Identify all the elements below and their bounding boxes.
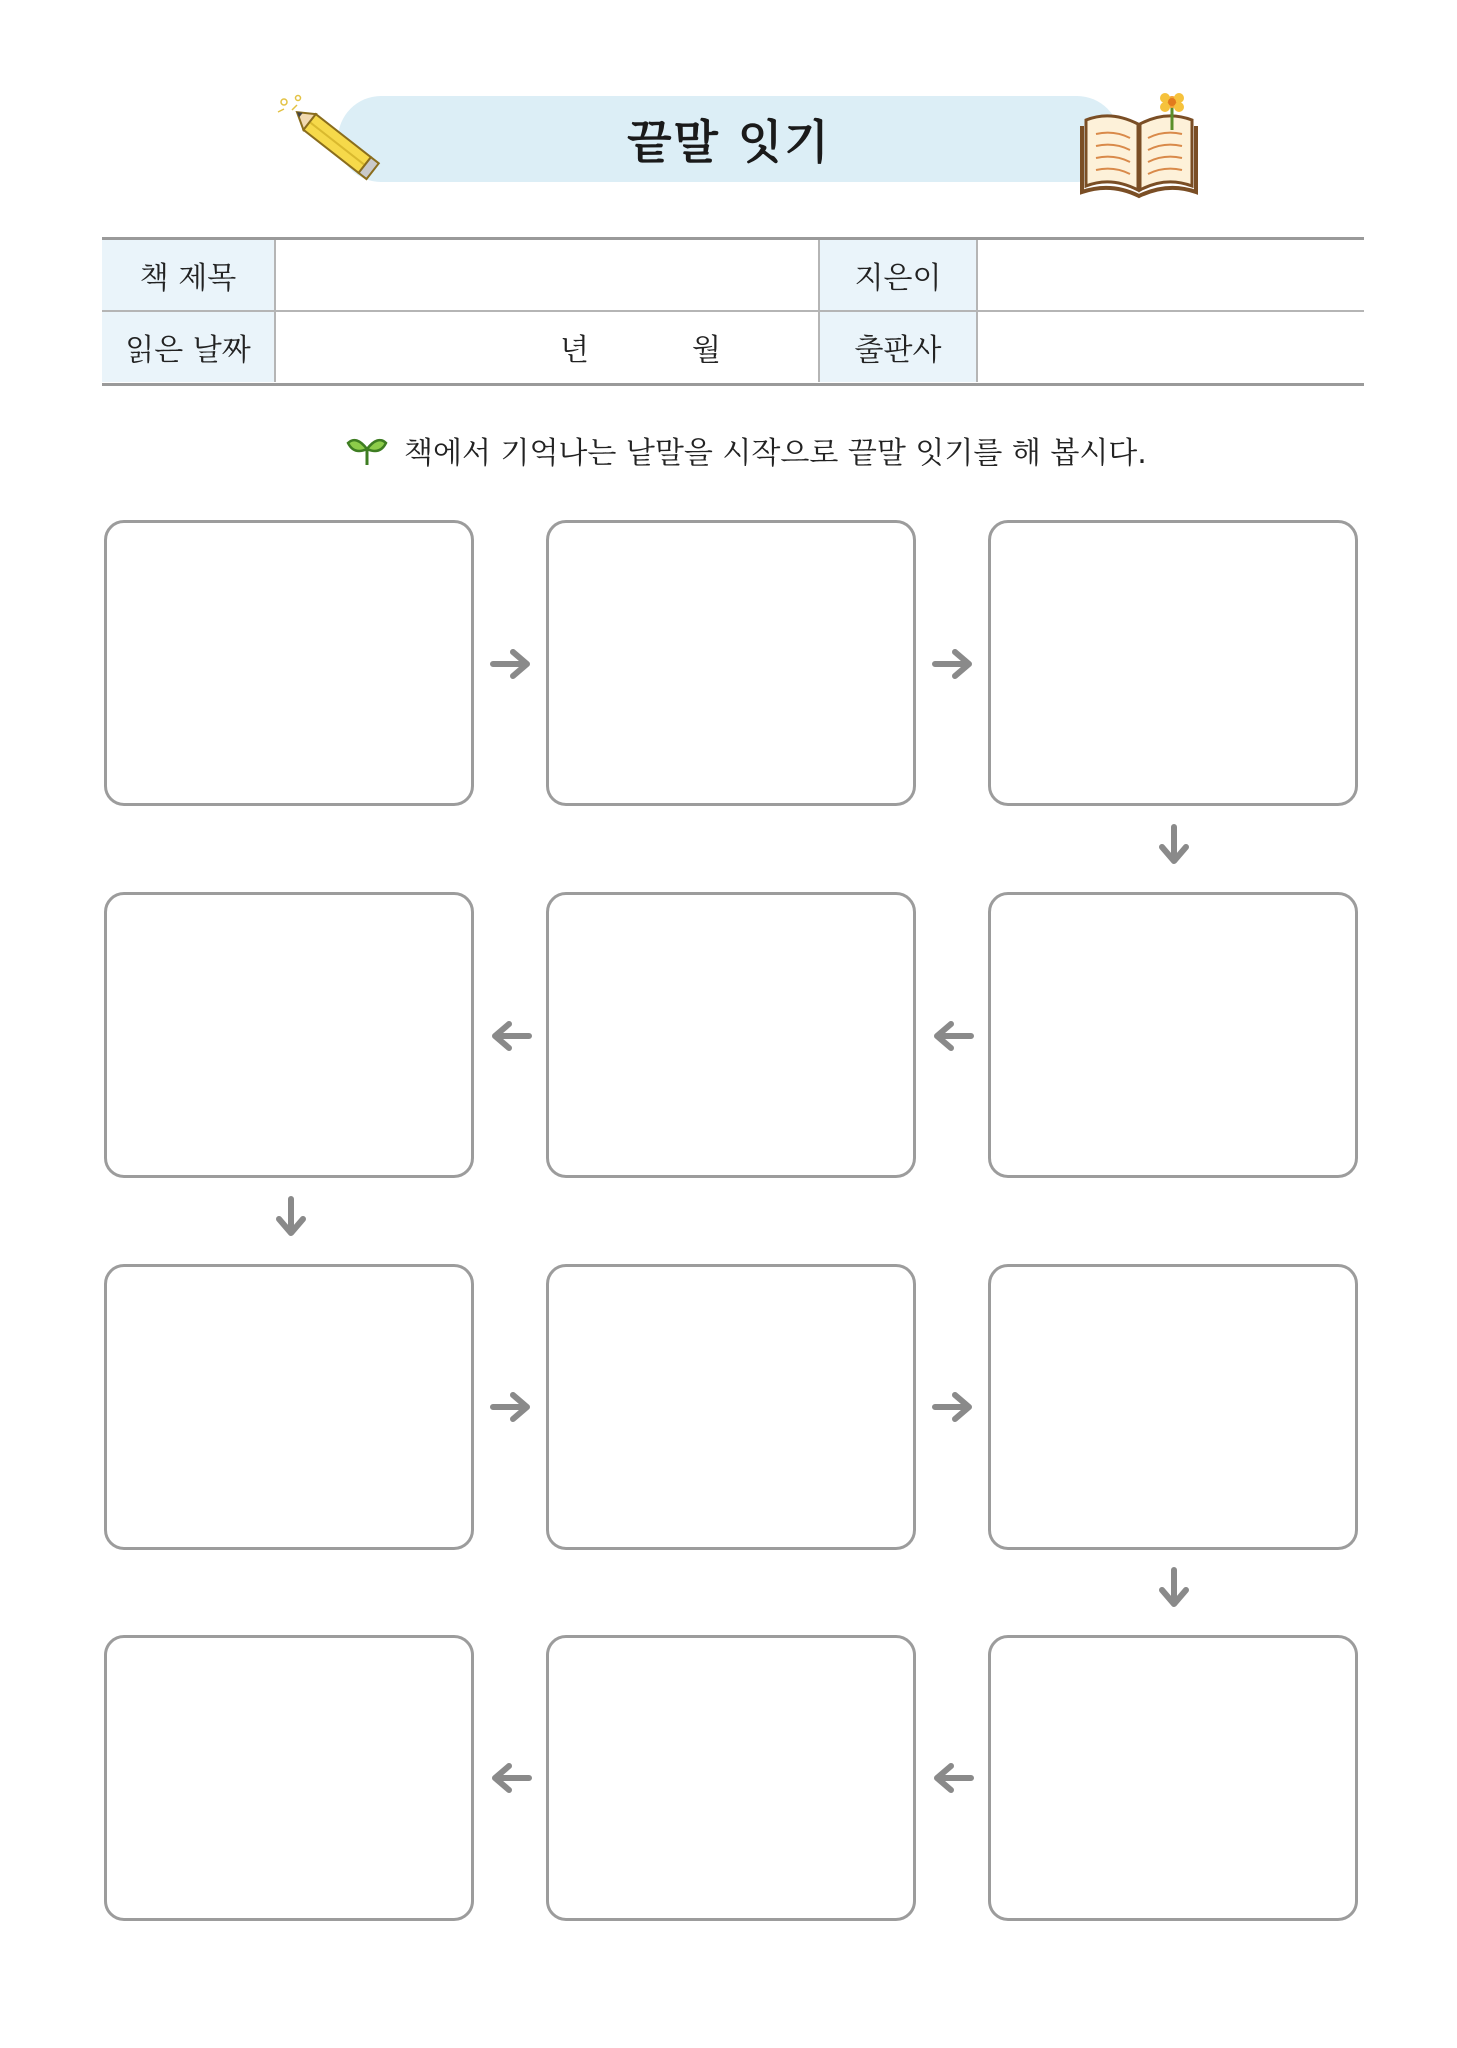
word-box-9[interactable] — [988, 1264, 1358, 1550]
book-title-field[interactable] — [276, 240, 820, 310]
word-box-5[interactable] — [546, 892, 916, 1178]
arrow-left-icon — [931, 1014, 975, 1058]
arrow-left-icon — [489, 1014, 533, 1058]
arrow-right-icon — [489, 1385, 533, 1429]
word-box-7[interactable] — [104, 1264, 474, 1550]
author-label: 지은이 — [820, 240, 978, 310]
sprout-icon — [346, 433, 388, 467]
arrow-left-icon — [931, 1756, 975, 1800]
year-unit: 년 — [560, 333, 589, 368]
arrow-left-icon — [489, 1756, 533, 1800]
read-date-label: 읽은 날짜 — [102, 312, 276, 382]
read-date-field[interactable] — [276, 312, 820, 382]
word-box-10[interactable] — [988, 1635, 1358, 1921]
open-book-icon — [1076, 90, 1206, 200]
instruction-text: 책에서 기억나는 낱말을 시작으로 끝말 잇기를 해 봅시다. — [404, 436, 1147, 471]
word-box-8[interactable] — [546, 1264, 916, 1550]
arrow-right-icon — [931, 642, 975, 686]
word-box-6[interactable] — [104, 892, 474, 1178]
arrow-down-icon — [1152, 823, 1196, 867]
publisher-field[interactable] — [978, 312, 1364, 382]
info-row-date — [102, 312, 1364, 382]
pencil-icon — [272, 92, 392, 192]
instruction — [346, 428, 1147, 472]
author-field[interactable] — [978, 240, 1364, 310]
arrow-right-icon — [931, 1385, 975, 1429]
page-title: 끝말 잇기 — [627, 115, 831, 169]
word-box-4[interactable] — [988, 892, 1358, 1178]
publisher-label: 출판사 — [820, 312, 978, 382]
word-box-1[interactable] — [104, 520, 474, 806]
arrow-down-icon — [1152, 1566, 1196, 1610]
word-box-3[interactable] — [988, 520, 1358, 806]
arrow-right-icon — [489, 642, 533, 686]
month-unit: 월 — [692, 333, 721, 368]
info-row-title — [102, 240, 1364, 312]
book-title-label: 책 제목 — [102, 240, 276, 310]
word-box-11[interactable] — [546, 1635, 916, 1921]
arrow-down-icon — [269, 1195, 313, 1239]
word-box-2[interactable] — [546, 520, 916, 806]
word-box-12[interactable] — [104, 1635, 474, 1921]
book-info-table — [102, 237, 1364, 386]
